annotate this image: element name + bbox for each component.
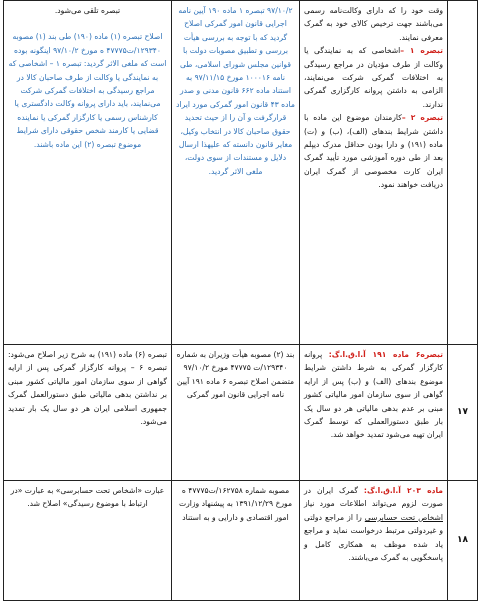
article-label: تبصره۶ ماده ۱۹۱ آ.ا.ق.ا.گ:: [328, 350, 443, 359]
amendment-reference-cell: مصوبه شماره ۱۶۲۷۵۸/ت۴۷۷۷۵ ه مورخ ۱۳۹۱/۱۲/۲۹ به پیشنهاد وزارت امور اقتصادی و دارایی و به استناد: [172, 481, 300, 601]
annulled-amendment-text: اصلاح تبصره (۱) ماده (۱۹۰) طی بند (۱) مصوبه ۱۲۹۳۴۰/ت۴۷۷۷۵ ه مورخ ۹۷/۱۰/۲ اینگونه بوده است که ملغی الاثر گردید: تبصره ۱ – اشخاصی که به نمایندگی یا وکالت از طرف صاحبان کالا در مراجع رسیدگی به اختلافات گمرکی شرکت می‌نمایند، باید دارای پروانه وکالت دادگستری یا کارشناس رسمی یا کارگزار گمرکی یا نماینده قضایی یا کارمند شخص حقوقی دارای شرایط موضوع تبصره (۲) این ماده باشند.: [8, 32, 167, 149]
row-number: ۱۸: [448, 481, 478, 601]
amended-text-cell: تبصره (۶) ماده (۱۹۱) به شرح زیر اصلاح می‌شود: تبصره ۶ – پروانه کارگزار گمرکی پس از ارایه گواهی از سوی سازمان امور مالیاتی کشور مبنی بر نداشتن بدهی مالیاتی طبق دستورالعمل گمرک جمهوری اسلامی ایران هر دو سال یک بار تمدید می‌شود.: [4, 345, 172, 481]
note-2-label: تبصره ۲ –: [401, 113, 443, 123]
row-number: ۱۷: [448, 345, 478, 481]
original-text-cell: [300, 345, 448, 481]
note-1-text: اشخاصی که به نمایندگی یا وکالت از طرف مؤدیان در مراجع رسیدگی به اختلافات گمرکی شرکت می‌نمایند، الزامی به داشتن پروانه کارگزاری گمرکی ندارند.: [304, 46, 443, 109]
original-text-cell: [300, 481, 448, 601]
underlined-phrase: اشخاص تحت حسابرسی: [364, 512, 443, 522]
note-1-label: تبصره ۱ –: [400, 46, 443, 56]
note-2-text: کارمندان موضوع این ماده با داشتن شرایط بندهای (الف)، (ب) و (ت) ماده (۱۹۱) و دارا بودن حداقل مدرک دیپلم بعد از طی دوره آموزشی مورد تأیید گمرک ایران کارت مخصوصی از گمرک ایران دریافت خواهند نمود.: [304, 113, 444, 190]
article-text: وقت خود را که دارای وکالت‌نامه رسمی می‌باشند جهت ترخیص کالای خود به گمرک معرفی نمایند.: [304, 6, 443, 42]
amendment-reference-cell: بند (۲) مصوبه هیأت وزیران به شماره ۱۲۹۳۴۰/ت ۴۷۷۷۵ مورخ ۹۷/۱۰/۲ متضمن اصلاح تبصره ۶ ماده ۱۹۱ آیین نامه اجرایی قانون امور گمرکی: [172, 345, 300, 481]
amendment-reference-cell: ۹۷/۱۰/۲ تبصره ۱ ماده ۱۹۰ آیین نامه اجرایی قانون امور گمرکی اصلاح گردید که با توجه به بررسی هیأت بررسی و تطبیق مصوبات دولت با قوانین مجلس شورای اسلامی، طی نامه ۱۰۰۰۱۶ مورخ ۹۷/۱۱/۱۵ به استناد ماده ۶۶۲ قانون مدنی و صدر ماده ۴۳ قانون امور گمرکی مورد ایراد قرارگرفت و آن را از حیث تحدید حقوق صاحبان کالا در انتخاب وکیل، مغایر قانون دانسته که علیهذا ارسال دلایل و مستندات از سوی دولت، ملغی الاثر گردید.: [172, 1, 300, 345]
table-row: [4, 481, 478, 601]
article-text-part: را از مراجع دولتی و غیردولتی مرتبط درخواست نماید و مراجع یاد شده موظف به همکاری کامل و پاسخگویی به گمرک می‌باشند.: [304, 512, 443, 563]
note-2: [304, 111, 443, 191]
table-row: [4, 1, 478, 345]
table-row: [4, 345, 478, 481]
amended-text-cell: [4, 1, 172, 345]
amendments-table: [3, 0, 478, 601]
note-1: [304, 44, 443, 111]
cell-top-line: تبصره تلقی می‌شود.: [54, 6, 121, 15]
row-number: [448, 1, 478, 345]
article-text: پروانه کارگزار گمرکی به شرط داشتن شرایط موضوع بندهای (الف) و (ب) پس از ارایه گواهی از سوی سازمان امور مالیاتی کشور مبنی بر عدم بدهی مالیاتی هر دو سال یک بار طبق دستورالعملی که توسط گمرک ایران تهیه می‌شود تمدید خواهد شد.: [304, 350, 443, 440]
article-text-part: گمرک ایران در صورت لزوم می‌تواند اطلاعات مورد نیاز: [304, 486, 443, 509]
original-text-cell: [300, 1, 448, 345]
amended-text-cell: عبارت «اشخاص تحت حسابرسی» به عبارت «در ارتباط با موضوع رسیدگی» اصلاح شد.: [4, 481, 172, 601]
article-label: ماده ۲۰۳ آ.ا.ق.ا.گ:: [363, 486, 444, 495]
